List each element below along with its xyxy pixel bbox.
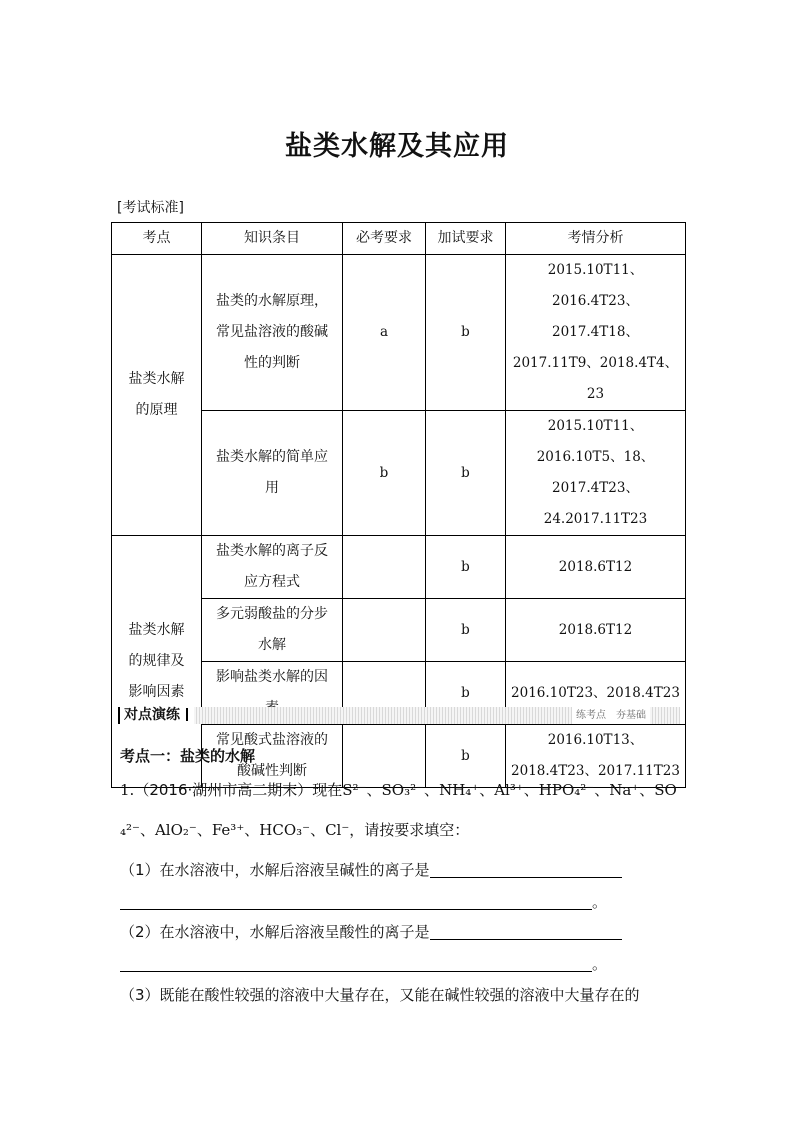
analysis-cell: 2018.6T12 (506, 536, 686, 599)
required-cell (343, 599, 426, 662)
answer-blank-1a[interactable] (430, 861, 622, 878)
extra-cell: b (426, 536, 506, 599)
extra-cell: b (426, 599, 506, 662)
question-source: （2016·湖州市高二期末） (134, 781, 313, 799)
extra-cell: b (426, 411, 506, 536)
item-cell: 影响盐类水解的因 (202, 662, 343, 725)
ion-list-2: ₄²⁻、AlO₂⁻、Fe³⁺、HCO₃⁻、Cl⁻ (120, 821, 350, 839)
subquestion-2-text: （2）在水溶液中，水解后溶液呈酸性的离子是 (120, 923, 430, 941)
topic-cell: 盐类水解的规律及影响因素 (112, 536, 202, 788)
kaodian-title: 考点一：盐类的水解 (120, 747, 256, 765)
ion-list-1: S²⁻、SO₃²⁻、NH₄⁺、Al³⁺、HPO₄²⁻、Na⁺、SO (342, 781, 677, 799)
question-number: 1. (120, 781, 135, 799)
ion: ₄²⁻ (120, 821, 140, 839)
period: 。 (592, 955, 608, 973)
answer-blank-2b[interactable] (120, 955, 592, 972)
analysis-cell: 2015.10T11、2016.4T23、2017.4T18、2017.11T9、2018.4T4、23 (506, 255, 686, 411)
topic-cell: 盐类水解的原理 (112, 255, 202, 536)
ion: HCO₃⁻ (259, 821, 311, 839)
required-cell: a (343, 255, 426, 411)
subquestion-1 (120, 858, 622, 882)
extra-cell: b (426, 255, 506, 411)
ion: NH₄⁺ (439, 781, 480, 799)
subquestion-3 (120, 983, 640, 1007)
analysis-cell: 2016.10T23、2018.4T23 (506, 662, 686, 725)
section-title-box (118, 707, 194, 724)
question-instruction: ，请按要求填空： (349, 821, 470, 839)
subquestion-1-text: （1）在水溶液中，水解后溶液呈碱性的离子是 (120, 861, 430, 879)
section-header-bar (118, 707, 680, 724)
header-cell: 考点 (112, 223, 202, 255)
subquestion-3-text: （3）既能在酸性较强的溶液中大量存在，又能在碱性较强的溶液中大量存在的 (120, 986, 640, 1004)
question-line-1 (120, 778, 677, 802)
answer-blank-2a[interactable] (430, 923, 622, 940)
section-divider (186, 708, 188, 721)
item-cell: 多元弱酸盐的分步水解 (202, 599, 343, 662)
item-cell: 盐类水解的离子反应方程式 (202, 536, 343, 599)
exam-standard-label: [考试标准] (117, 200, 184, 216)
section-subtitle: 练考点 夯基础 (572, 707, 650, 724)
page-title: 盐类水解及其应用 (285, 131, 509, 162)
header-cell: 加试要求 (426, 223, 506, 255)
ion: Fe³⁺ (211, 821, 245, 839)
table-header-row (112, 223, 686, 255)
exam-standard-table (111, 222, 686, 788)
subquestion-1-cont (120, 890, 607, 914)
ion: SO₃²⁻ (381, 781, 425, 799)
required-cell (343, 536, 426, 599)
section-title: 对点演练 (124, 707, 180, 723)
table-row (112, 255, 686, 411)
ion: Cl⁻ (325, 821, 350, 839)
answer-blank-1b[interactable] (120, 893, 592, 910)
analysis-cell: 2016.10T13、2018.4T23、2017.11T23 (506, 725, 686, 788)
subquestion-2-cont (120, 952, 607, 976)
analysis-cell: 2018.6T12 (506, 599, 686, 662)
header-cell: 知识条目 (202, 223, 343, 255)
ion: Na⁺ (609, 781, 640, 799)
question-line-2 (120, 818, 469, 842)
ion: AlO₂⁻ (154, 821, 197, 839)
subquestion-2 (120, 920, 622, 944)
header-cell: 必考要求 (343, 223, 426, 255)
item-cell: 盐类水解的简单应用 (202, 411, 343, 536)
ion: S²⁻ (342, 781, 367, 799)
analysis-cell: 2015.10T11、2016.10T5、18、2017.4T23、24.2017.11T23 (506, 411, 686, 536)
question-lead: 现在 (312, 781, 343, 799)
period: 。 (592, 893, 608, 911)
extra-cell: b (426, 725, 506, 788)
header-cell: 考情分析 (506, 223, 686, 255)
ion: HPO₄²⁻ (538, 781, 595, 799)
table-row (112, 536, 686, 599)
required-cell: b (343, 411, 426, 536)
item-cell: 盐类的水解原理，常见盐溶液的酸碱性的判断 (202, 255, 343, 411)
ion: Al³⁺ (494, 781, 524, 799)
ion: SO (654, 781, 677, 799)
extra-cell: b (426, 662, 506, 725)
item-cell: 常见酸式盐溶液的酸碱性判断 (202, 725, 343, 788)
